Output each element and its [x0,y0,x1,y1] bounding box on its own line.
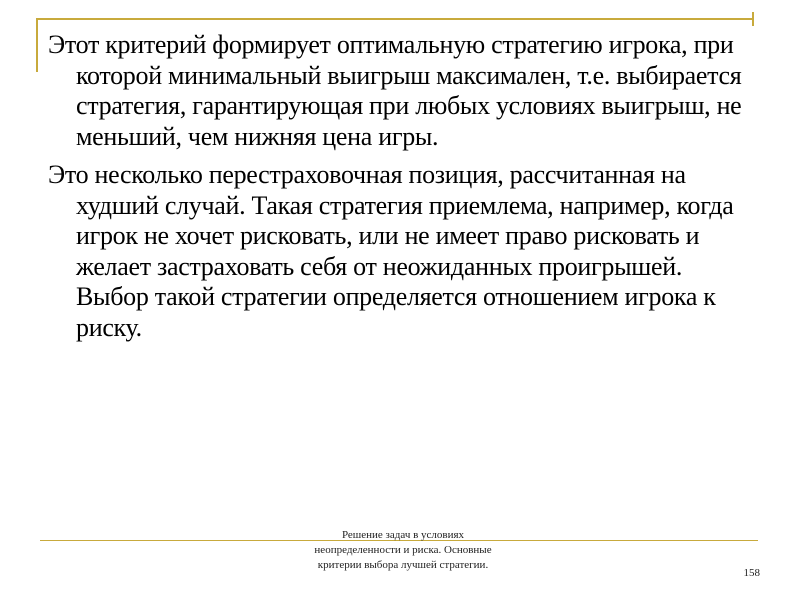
footer-line-3: критерии выбора лучшей стратегии. [317,559,489,571]
top-decorative-rule [36,18,754,20]
footer-caption [278,528,528,573]
footer-line-2: неопределенности и риска. Основные [314,544,492,556]
top-right-decorative-tick [752,12,754,26]
slide-body [48,30,758,351]
top-left-decorative-tick [36,18,38,72]
paragraph-2: Это несколько перестраховочная позиция, рассчитанная на худший случай. Такая стратегия приемлема, например, когда игрок не хочет рисковать, или не имеет право рисковать и желает застраховать себя от неожиданных проигрышей. Выбор такой стратегии определяется отношением игрока к риску. [48,160,734,342]
page-number: 158 [743,567,760,579]
footer-line-1: Решение задач в условиях [341,529,465,541]
paragraph-1: Этот критерий формирует оптимальную стратегию игрока, при которой минимальный выигрыш максимален, т.е. выбирается стратегия, гарантирующая при любых условиях выигрыш, не меньший, чем нижняя цена игры. [48,30,742,151]
